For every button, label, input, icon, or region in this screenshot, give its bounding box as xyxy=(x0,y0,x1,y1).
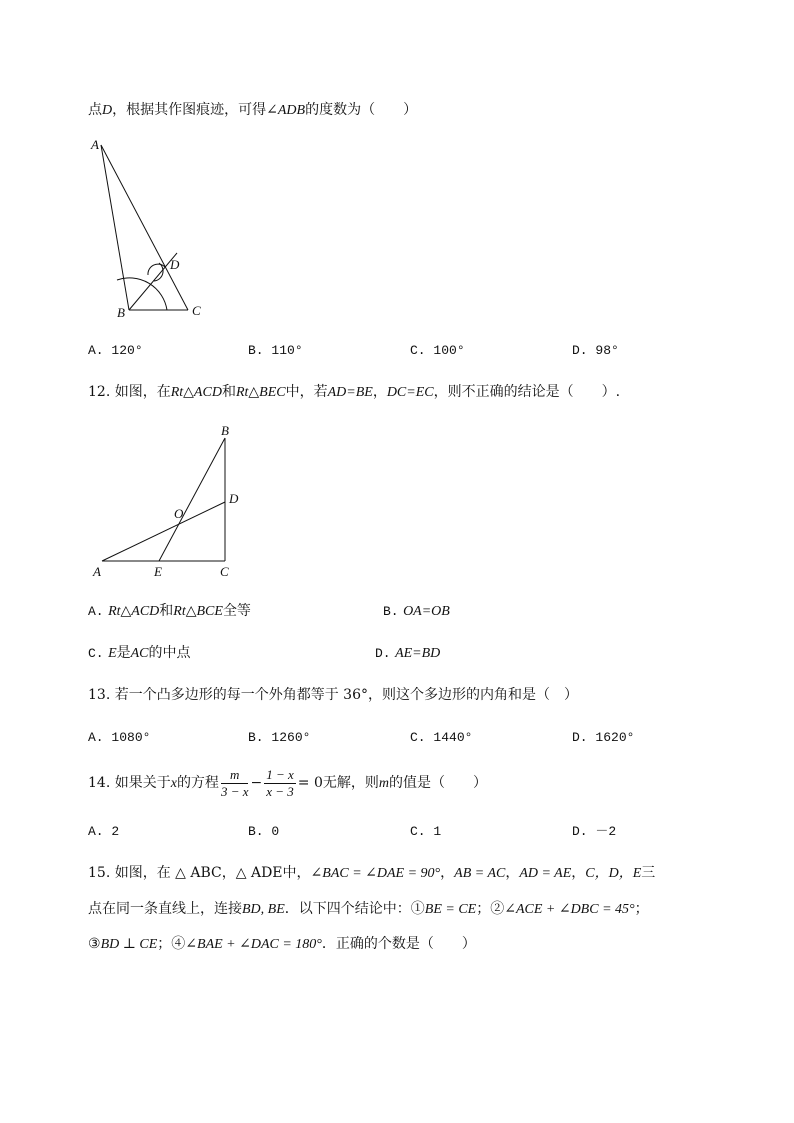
q12-label-d: D xyxy=(229,491,239,506)
q11-prefix: 点 xyxy=(88,102,102,118)
q11-option-b: B. 110° xyxy=(248,343,303,358)
q14-option-a: A. 2 xyxy=(88,824,120,839)
q13-option-b: B. 1260° xyxy=(248,730,311,745)
q12-label-c: C xyxy=(220,564,229,579)
q11-figure xyxy=(85,135,225,325)
q12-label-b: B xyxy=(221,423,229,438)
q11-stem xyxy=(88,101,417,120)
q11-label-d: D xyxy=(170,257,180,272)
q12-option-b: B. OA=OB xyxy=(383,604,450,619)
q13-option-a: A. 1080° xyxy=(88,730,151,745)
q12-option-a: A. Rt△ACD和Rt△BCE全等 xyxy=(88,603,251,619)
q15-line-2: 点在同一条直线上，连接BD, BE．以下四个结论中：①BE = CE；②∠ACE + ∠DBC = 45°； xyxy=(88,901,649,917)
q13-option-c: C. 1440° xyxy=(410,730,473,745)
q11-angle: ∠ADB xyxy=(266,103,306,118)
q11-text: ，根据其作图痕迹，可得 xyxy=(112,102,267,118)
q11-option-a: A. 120° xyxy=(88,343,143,358)
q11-side-ac xyxy=(101,145,188,310)
q12-option-c: C. E是AC的中点 xyxy=(88,645,191,661)
q14-option-b: B. 0 xyxy=(248,824,280,839)
q11-label-c: C xyxy=(192,303,201,318)
q12-label-a: A xyxy=(93,564,101,579)
q11-label-a: A xyxy=(91,137,99,152)
q11-point-d: D xyxy=(102,103,113,118)
q14-option-d: D. －2 xyxy=(572,824,617,839)
q12-label-e: E xyxy=(154,564,162,579)
q11-option-d: D. 98° xyxy=(572,343,619,358)
q11-side-ab xyxy=(101,145,129,310)
q12-segment-be xyxy=(159,438,225,561)
q14-fraction-1: $\frac{m}{3 - x}$ xyxy=(220,766,249,799)
q11-label-b: B xyxy=(117,305,125,320)
q13-stem: 13. 若一个凸多边形的每一个外角都等于 36°，则这个多边形的内角和是（ ） xyxy=(88,687,578,703)
q12-stem: 12. 如图，在Rt△ACD和Rt△BEC中，若AD=BE，DC=EC，则不正确的结论是（ ）. xyxy=(88,384,621,400)
q11-tail: 的度数为（ ） xyxy=(305,102,418,118)
q14-option-c: C. 1 xyxy=(410,824,442,839)
q11-option-c: C. 100° xyxy=(410,343,465,358)
q15-line-3: ③BD ⊥ CE；④∠BAE + ∠DAC = 180°．正确的个数是（ ） xyxy=(88,936,476,952)
q15-line-1: 15. 如图，在 △ ABC，△ ADE中，∠BAC = ∠DAE = 90°，AB = AC，AD = AE，C，D，E三 xyxy=(88,865,656,881)
q13-option-d: D. 1620° xyxy=(572,730,635,745)
q12-option-d: D. AE=BD xyxy=(375,646,441,661)
q12-figure xyxy=(88,420,258,585)
q14-stem: 14. 如果关于x的方程 $\frac{m}{3 - x}$ − $\frac{1 - x}{x - 3}$ = 0无解，则m的值是（ ） xyxy=(88,766,487,799)
q14-fraction-2: $\frac{1 - x}{x - 3}$ xyxy=(266,766,294,799)
q12-label-o: O xyxy=(174,506,184,521)
